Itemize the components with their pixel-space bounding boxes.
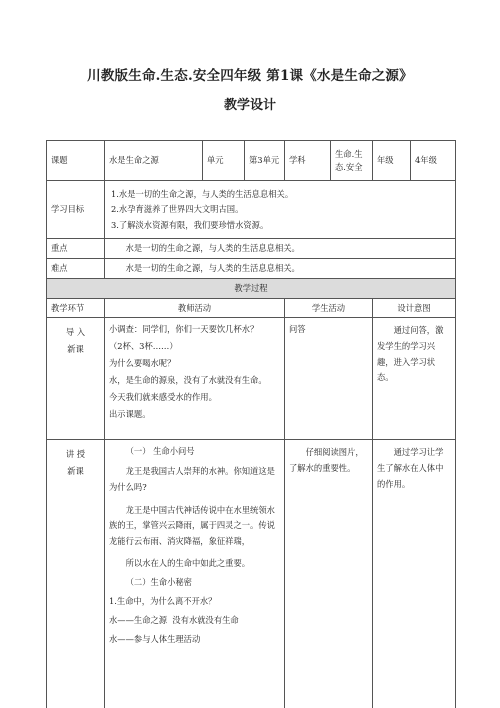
grade-label: 年级 [373,141,411,181]
grade-value: 4年级 [411,141,456,181]
intro-intent: 通过问答，激发学生的学习兴趣，进入学习状态。 [373,318,456,440]
key-point-value: 水是一切的生命之源，与人类的生活息息相关。 [105,239,456,259]
key-point-label: 重点 [47,239,105,259]
intro-student: 问答 [285,318,373,440]
teacher-line: 所以水在人的生命中如此之重要。 [125,557,251,568]
lesson-label: 课题 [47,141,105,181]
goals-list [105,181,456,239]
teacher-line: 1.生命中，为什么离不开水？ [109,595,217,606]
unit-label: 单元 [203,141,245,181]
col-teacher: 教师活动 [105,299,285,318]
teacher-line: 今天我们就来感受水的作用。 [109,392,217,403]
process-columns-row [47,299,456,318]
goals-label: 学习目标 [47,181,105,239]
lecture-student: 仔细阅读图片，了解水的重要性。 [285,440,373,708]
document-subtitle: 教学设计 [223,98,276,113]
process-header-row [47,279,456,299]
intro-stage [47,318,105,440]
goal-item: 3.了解淡水资源有限，我们要珍惜水资源。 [111,219,269,230]
lesson-value: 水是生命之源 [105,141,203,181]
teacher-line: 为什么要喝水呢？ [109,358,176,369]
unit-value: 第3单元 [245,141,285,181]
lesson-plan-table [46,140,456,708]
teacher-line: （2杯、3杯……） [109,341,178,352]
subject-value: 生命.生态.安全 [331,141,373,181]
teacher-line: 出示课题。 [109,409,151,420]
difficulty-row [47,259,456,279]
teacher-line: 水——参与人体生理活动 [109,633,201,644]
process-header: 教学过程 [47,279,456,299]
intro-stage-label: 导 入 新课 [65,327,86,355]
teacher-line: 龙王是我国古人崇拜的水神。你知道这是为什么吗? [109,466,275,492]
teacher-line: （一） 生命小问号 [125,446,195,456]
teacher-line: （二）生命小秘密 [125,576,192,587]
col-student: 学生活动 [285,299,373,318]
intro-row [47,318,456,440]
difficulty-value: 水是一切的生命之源，与人类的生活息息相关。 [105,259,456,279]
difficulty-label: 难点 [47,259,105,279]
col-stage: 教学环节 [47,299,105,318]
lecture-stage [47,440,105,708]
goal-item: 1.水是一切的生命之源，与人类的生活息息相关。 [111,189,294,200]
lecture-row [47,440,456,708]
lecture-intent: 通过学习让学生了解水在人体中的作用。 [373,440,456,708]
goal-item: 2.水孕育滋养了世界四大文明古国。 [111,204,244,215]
info-row [47,141,456,181]
subject-label: 学科 [285,141,331,181]
teacher-line: 龙王是中国古代神话传说中在水里统领水族的王，掌管兴云降雨，属于四灵之一。传说龙能行云布雨、消灾降福，象征祥瑞， [109,504,275,547]
lecture-stage-label: 讲 授 新课 [65,449,86,477]
goals-row [47,181,456,239]
key-point-row [47,239,456,259]
lecture-teacher [105,440,285,708]
teacher-line: 小调查：同学们，你们一天要饮几杯水？ [109,324,259,334]
col-intent: 设计意图 [373,299,456,318]
teacher-line: 水，是生命的源泉，没有了水就没有生命。 [109,375,267,386]
teacher-line: 水——生命之源 没有水就没有生命 [109,614,239,625]
document-title: 川教版生命.生态.安全四年级 第1课《水是生命之源》 [87,68,413,84]
intro-teacher [105,318,285,440]
